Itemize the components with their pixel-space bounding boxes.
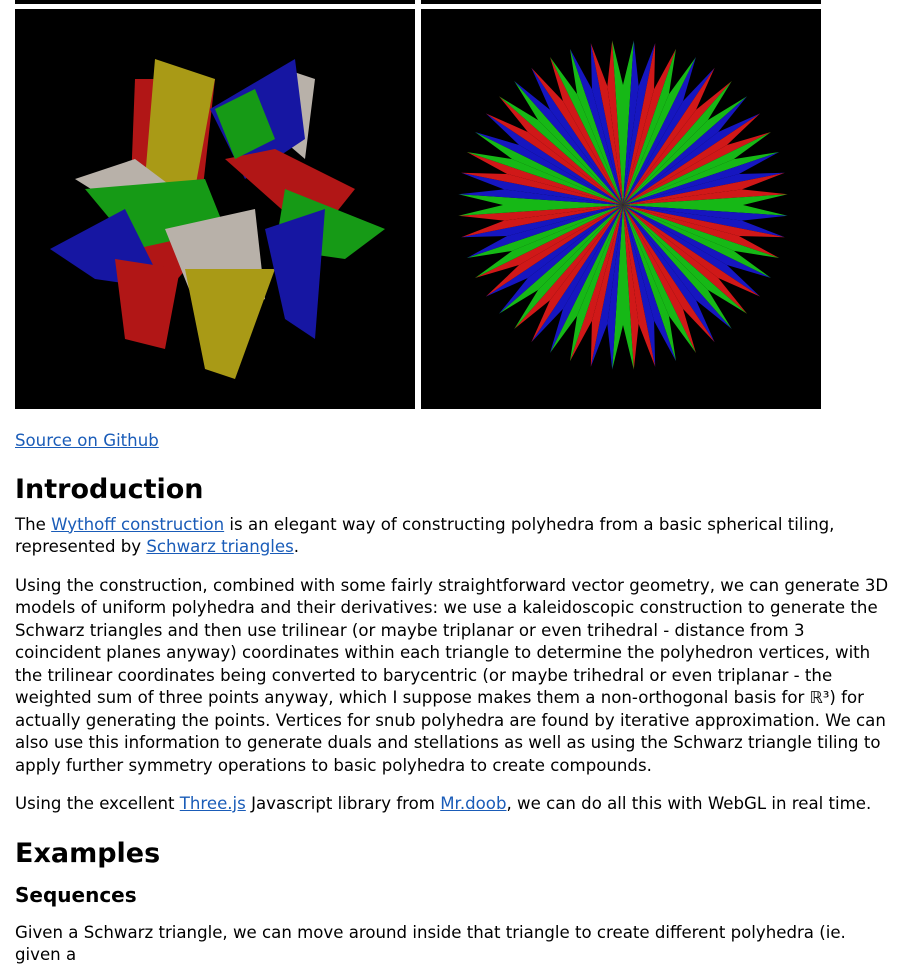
text-segment: The: [15, 514, 52, 534]
paragraph-sequences: Given a Schwarz triangle, we can move around inside that triangle to create different polyhedra (ie. given a: [15, 922, 846, 964]
paragraph-threejs: [15, 793, 895, 816]
compound-render: [15, 9, 415, 409]
schwarz-triangles-link[interactable]: Schwarz triangles: [146, 537, 294, 556]
threejs-link[interactable]: Three.js: [179, 794, 246, 813]
text-segment: .: [293, 537, 300, 556]
paragraph-construction: Using the construction, combined with some fairly straightforward vector geometry, we can generate 3D models of uniform polyhedra and their derivatives: we use a kaleidoscopic construction to generate the Schwarz triangles and then use trilinear (or maybe triplanar or even trihedral - distance from 3 coincident planes anyway) coordinates within each triangle to determine the polyhedron vertices, with the trilinear coordinates being converted to barycentric (or maybe trihedral or even triplanar - the weighted sum of three points anyway, which I suppose makes them a non-orthogonal basis for ℝ³) for actually generating the points. Vertices for snub polyhedra are found by iterative approximation. We can also use this information to generate duals and stellations as well as using the Schwarz triangle tiling to apply further symmetry operations to basic polyhedra to create compounds.: [15, 575, 889, 775]
wythoff-construction-link[interactable]: Wythoff construction: [51, 514, 225, 534]
heading-sequences: Sequences: [15, 882, 137, 907]
heading-examples: Examples: [15, 837, 161, 869]
mrdoob-link[interactable]: Mr.doob: [440, 794, 507, 813]
text-segment: Using the excellent: [15, 794, 180, 813]
heading-introduction: Introduction: [15, 473, 204, 505]
polyhedra-compound-canvas[interactable]: [15, 9, 415, 409]
text-segment: is an elegant way of constructing polyhedra from a basic spherical tiling, represented by: [15, 514, 835, 556]
paragraph-wythoff: [15, 514, 895, 559]
polyhedron-star-canvas[interactable]: [421, 9, 821, 409]
text-segment: Javascript library from: [245, 794, 441, 813]
source-github-link[interactable]: Source on Github: [15, 431, 159, 450]
star-render: [421, 9, 821, 409]
canvas-top-strip-left: [15, 0, 415, 4]
text-segment: , we can do all this with WebGL in real time.: [506, 794, 872, 813]
canvas-top-strip-right: [421, 0, 821, 4]
